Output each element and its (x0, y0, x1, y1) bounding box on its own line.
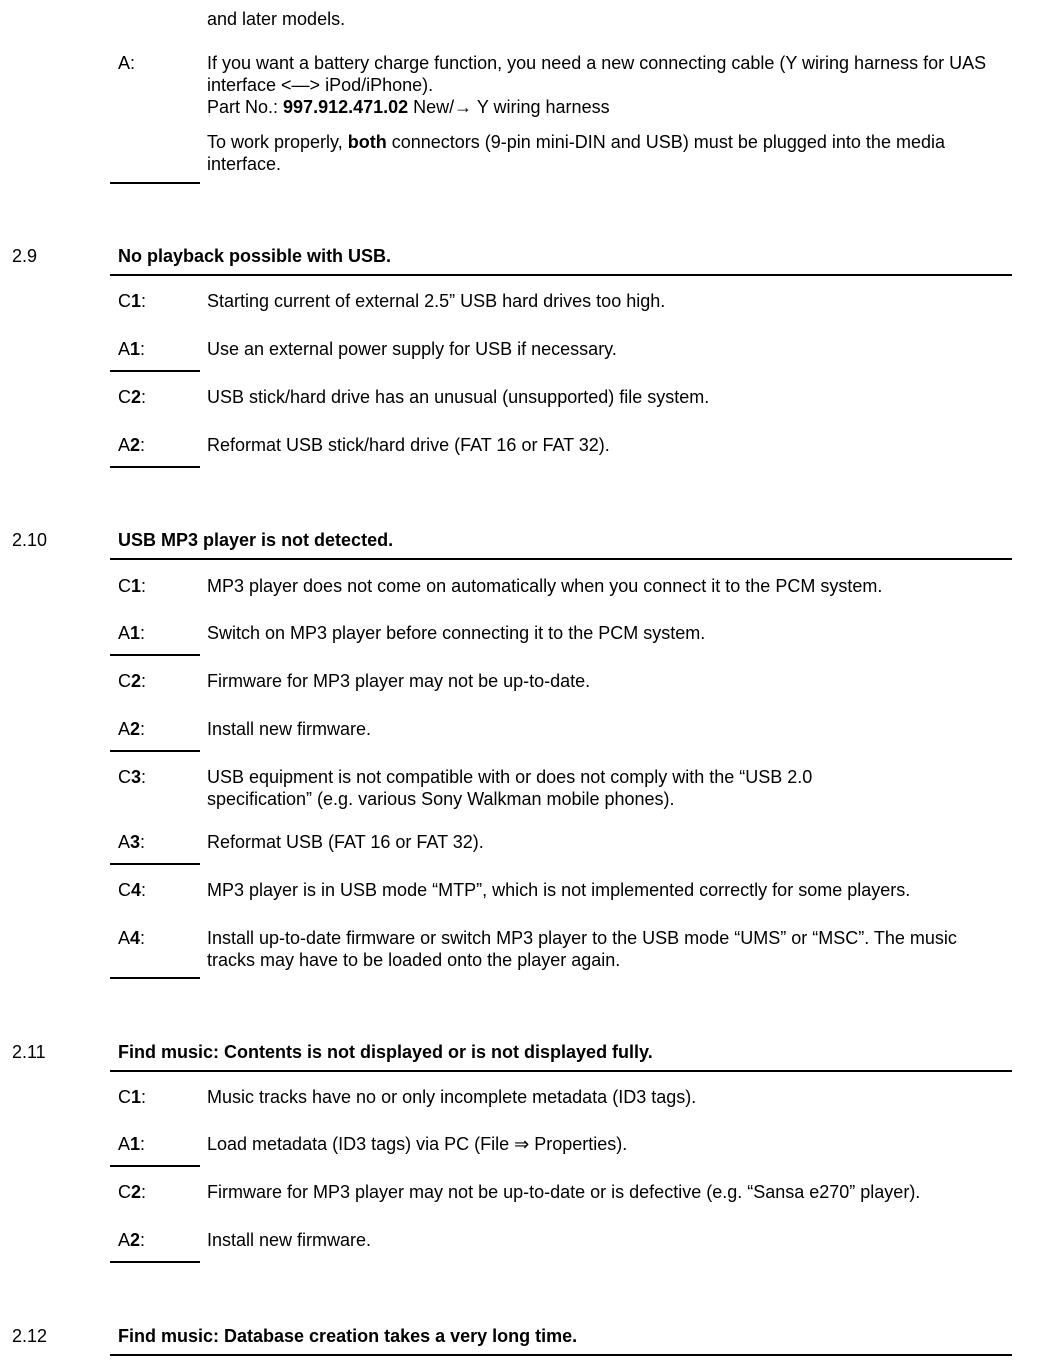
item-text: Use an external power supply for USB if necessary. (207, 339, 617, 359)
answer-separator (110, 977, 200, 979)
label-suffix: : (140, 435, 146, 455)
item-text: Firmware for MP3 player may not be up-to-date. (207, 671, 591, 691)
answer-text (207, 52, 1007, 175)
item-label (118, 927, 198, 949)
item-label (118, 1086, 198, 1108)
label-suffix: : (140, 1134, 146, 1154)
item-text: MP3 player is in USB mode “MTP”, which is not implemented correctly for some players. (207, 880, 911, 900)
answer-line: If you want a battery charge function, you need a new connecting cable (Y wiring harness for UAS interface <—> iPod/iPhone). (207, 53, 987, 95)
item-text: Switch on MP3 player before connecting it to the PCM system. (207, 623, 706, 643)
item-text: Install up-to-date firmware or switch MP3 player to the USB mode “UMS” or “MSC”. The music tracks may have to be loaded onto the player again. (207, 928, 957, 970)
label-letter: C (118, 880, 131, 900)
note-prefix: To work properly, (207, 132, 348, 152)
section-number: 2.11 (12, 1042, 46, 1062)
item-text: Starting current of external 2.5” USB hard drives too high. (207, 291, 666, 311)
label-number: 4 (131, 880, 142, 900)
section-rule (110, 558, 1012, 560)
section-title: Find music: Contents is not displayed or is not displayed fully. (118, 1042, 653, 1062)
item-label (118, 718, 198, 740)
intro-text: and later models. (207, 9, 346, 29)
item-label (118, 766, 198, 788)
label-letter: A (118, 719, 131, 739)
label-number: 1 (131, 1087, 142, 1107)
note-suffix: connectors (9-pin mini-DIN and USB) must be plugged into the media interface. (207, 132, 945, 174)
answer-separator (110, 370, 200, 372)
item-text: Reformat USB (FAT 16 or FAT 32). (207, 832, 484, 852)
section-rule (110, 1354, 1012, 1356)
answer-label: A: (118, 53, 136, 73)
item-text: USB equipment is not compatible with or does not comply with the “USB 2.0 specification” (e.g. various Sony Walkman mobile phones). (207, 767, 813, 809)
label-suffix: : (141, 1087, 147, 1107)
label-suffix: : (140, 719, 146, 739)
answer-separator (110, 863, 200, 865)
item-label (118, 338, 198, 360)
section-rule (110, 274, 1012, 276)
label-suffix: : (140, 832, 146, 852)
answer-separator (110, 466, 200, 468)
item-text: Install new firmware. (207, 719, 372, 739)
label-letter: A (118, 339, 131, 359)
label-number: 1 (130, 623, 141, 643)
answer-separator (110, 750, 200, 752)
label-suffix: : (141, 576, 147, 596)
label-number: 4 (130, 928, 141, 948)
label-number: 1 (131, 576, 142, 596)
label-letter: C (118, 387, 131, 407)
item-label (118, 575, 198, 597)
answer-separator (110, 654, 200, 656)
label-letter: A (118, 928, 131, 948)
item-text: Firmware for MP3 player may not be up-to-date or is defective (e.g. “Sansa e270” player). (207, 1182, 921, 1202)
item-label (118, 434, 198, 456)
label-suffix: : (141, 1182, 147, 1202)
note-bold: both (347, 132, 387, 152)
item-label (118, 290, 198, 312)
item-text: Reformat USB stick/hard drive (FAT 16 or FAT 32). (207, 435, 610, 455)
item-text: Install new firmware. (207, 1230, 372, 1250)
section-title: No playback possible with USB. (118, 246, 392, 266)
label-letter: A (118, 435, 131, 455)
section-number: 2.9 (12, 246, 38, 266)
item-text: USB stick/hard drive has an unusual (unsupported) file system. (207, 387, 710, 407)
item-label (118, 1229, 198, 1251)
label-letter: A (118, 1134, 131, 1154)
label-number: 2 (130, 1230, 141, 1250)
label-number: 1 (130, 1134, 141, 1154)
label-number: 1 (131, 291, 142, 311)
part-number-line (207, 96, 1007, 118)
label-number: 2 (131, 671, 142, 691)
item-text: MP3 player does not come on automatically when you connect it to the PCM system. (207, 576, 883, 596)
label-letter: C (118, 291, 131, 311)
label-letter: A (118, 1230, 131, 1250)
label-number: 3 (130, 832, 141, 852)
item-label (118, 386, 198, 408)
label-suffix: : (140, 928, 146, 948)
label-suffix: : (141, 767, 147, 787)
label-letter: C (118, 1182, 131, 1202)
part-suffix: New/→ Y wiring harness (408, 97, 610, 117)
label-suffix: : (140, 623, 146, 643)
label-suffix: : (140, 1230, 146, 1250)
label-suffix: : (140, 339, 146, 359)
item-label (118, 879, 198, 901)
item-text: Music tracks have no or only incomplete metadata (ID3 tags). (207, 1087, 697, 1107)
answer-separator (110, 182, 200, 184)
note-line (207, 131, 1007, 175)
item-label (118, 670, 198, 692)
label-number: 3 (131, 767, 142, 787)
label-number: 2 (131, 387, 142, 407)
label-number: 2 (131, 1182, 142, 1202)
item-label (118, 1133, 198, 1155)
label-number: 1 (130, 339, 141, 359)
section-title: Find music: Database creation takes a very long time. (118, 1326, 578, 1346)
label-number: 2 (130, 435, 141, 455)
label-suffix: : (141, 291, 147, 311)
label-letter: A (118, 623, 131, 643)
part-number: 997.912.471.02 (283, 97, 409, 117)
section-number: 2.10 (12, 530, 48, 550)
label-letter: C (118, 671, 131, 691)
item-label (118, 831, 198, 853)
item-text: Load metadata (ID3 tags) via PC (File ⇒ Properties). (207, 1134, 628, 1154)
label-suffix: : (141, 880, 147, 900)
item-label (118, 622, 198, 644)
label-number: 2 (130, 719, 141, 739)
answer-separator (110, 1261, 200, 1263)
section-title: USB MP3 player is not detected. (118, 530, 394, 550)
label-suffix: : (141, 671, 147, 691)
label-letter: C (118, 1087, 131, 1107)
answer-separator (110, 1165, 200, 1167)
part-prefix: Part No.: (207, 97, 284, 117)
section-rule (110, 1070, 1012, 1072)
label-suffix: : (141, 387, 147, 407)
label-letter: A (118, 832, 131, 852)
label-letter: C (118, 576, 131, 596)
item-label (118, 1181, 198, 1203)
section-number: 2.12 (12, 1326, 48, 1346)
label-letter: C (118, 767, 131, 787)
